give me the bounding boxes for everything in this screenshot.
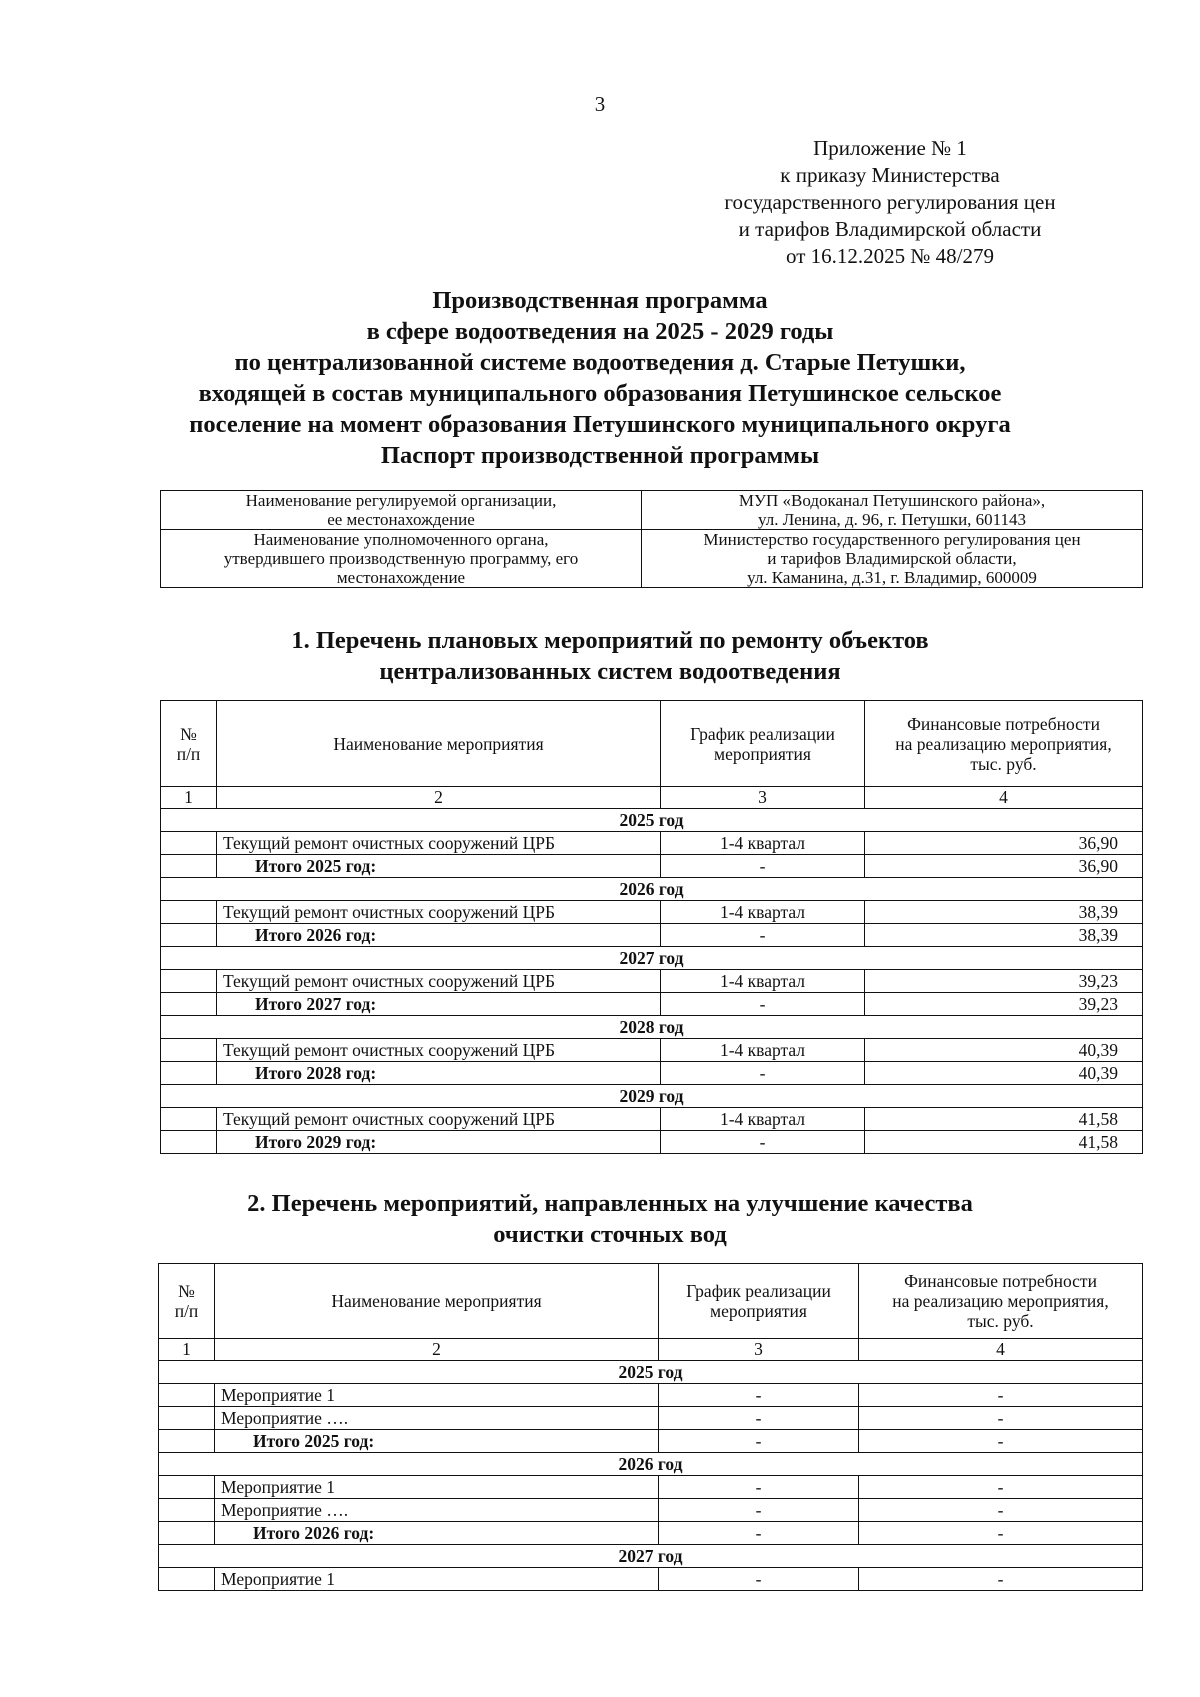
table-cell	[161, 1039, 217, 1062]
appendix-line: к приказу Министерства	[780, 163, 1000, 187]
header-cell	[865, 701, 1143, 787]
year-row	[159, 1361, 1143, 1384]
year-row	[159, 1453, 1143, 1476]
header-line: п/п	[174, 1301, 199, 1321]
section-title-line: 1. Перечень плановых мероприятий по ремонту объектов	[291, 627, 929, 654]
schedule: 1-4 квартал	[661, 832, 865, 855]
column-number: 3	[659, 1339, 859, 1361]
column-number: 3	[661, 787, 865, 809]
cell-line: утвердившего производственную программу, его	[223, 549, 579, 568]
page-number: 3	[594, 92, 606, 116]
cell-line: Министерство государственного регулирования цен	[703, 530, 1081, 549]
amount: 40,39	[865, 1062, 1143, 1085]
year-label: 2025 год	[159, 1361, 1143, 1384]
amount: 36,90	[865, 855, 1143, 878]
total-label: Итого 2028 год:	[217, 1062, 661, 1085]
appendix-line: и тарифов Владимирской области	[738, 217, 1042, 241]
amount: 39,23	[865, 993, 1143, 1016]
amount: -	[859, 1499, 1143, 1522]
header-line: мероприятия	[714, 743, 811, 764]
year-label: 2028 год	[161, 1016, 1143, 1039]
table-cell	[161, 901, 217, 924]
column-number-row	[161, 787, 1143, 809]
title-line: Паспорт производственной программы	[380, 442, 820, 469]
year-label: 2025 год	[161, 809, 1143, 832]
amount: 41,58	[865, 1131, 1143, 1154]
year-row	[159, 1545, 1143, 1568]
cell-line: и тарифов Владимирской области,	[767, 549, 1017, 568]
appendix-header	[690, 135, 1090, 270]
title-line: по централизованной системе водоотведения д. Старые Петушки,	[234, 349, 966, 376]
header-line: п/п	[176, 743, 201, 764]
schedule: -	[661, 993, 865, 1016]
item-name: Текущий ремонт очистных сооружений ЦРБ	[217, 970, 661, 993]
year-label: 2026 год	[159, 1453, 1143, 1476]
header-cell: Наименование мероприятия	[215, 1264, 659, 1339]
title-line: Производственная программа	[432, 287, 768, 314]
table-cell	[159, 1430, 215, 1453]
table-cell	[161, 491, 642, 530]
table-cell	[159, 1499, 215, 1522]
table-cell	[161, 530, 642, 588]
header-cell: Наименование мероприятия	[217, 701, 661, 787]
header-line: тыс. руб.	[967, 1311, 1034, 1331]
schedule: 1-4 квартал	[661, 970, 865, 993]
amount: -	[859, 1384, 1143, 1407]
amount: -	[859, 1522, 1143, 1545]
header-cell	[661, 701, 865, 787]
total-label: Итого 2029 год:	[217, 1131, 661, 1154]
item-name: Текущий ремонт очистных сооружений ЦРБ	[217, 832, 661, 855]
cell-line: Наименование регулируемой организации,	[245, 491, 557, 510]
header-line: Финансовые потребности	[907, 713, 1100, 734]
table-row	[159, 1476, 1143, 1499]
cell-line: ул. Ленина, д. 96, г. Петушки, 601143	[757, 510, 1027, 529]
table-cell	[161, 970, 217, 993]
table-row	[161, 1039, 1143, 1062]
year-label: 2026 год	[161, 878, 1143, 901]
cell-line: Наименование уполномоченного органа,	[253, 530, 549, 549]
year-label: 2027 год	[159, 1545, 1143, 1568]
table-cell	[161, 924, 217, 947]
header-cell	[859, 1264, 1143, 1339]
amount: 38,39	[865, 924, 1143, 947]
quality-improvement-table	[158, 1263, 1143, 1591]
table-cell	[161, 993, 217, 1016]
amount: -	[859, 1407, 1143, 1430]
header-line: мероприятия	[710, 1301, 807, 1321]
schedule: -	[659, 1407, 859, 1430]
header-cell	[161, 701, 217, 787]
year-row	[161, 1016, 1143, 1039]
item-name: Текущий ремонт очистных сооружений ЦРБ	[217, 1039, 661, 1062]
table-cell	[642, 530, 1143, 588]
schedule: -	[661, 1131, 865, 1154]
table-row	[161, 832, 1143, 855]
document-title	[150, 285, 1050, 471]
year-label: 2029 год	[161, 1085, 1143, 1108]
table-cell	[161, 855, 217, 878]
column-number: 1	[159, 1339, 215, 1361]
table-row	[159, 1384, 1143, 1407]
section2-title	[150, 1188, 1070, 1250]
amount: 38,39	[865, 901, 1143, 924]
column-number: 4	[865, 787, 1143, 809]
cell-line: ул. Каманина, д.31, г. Владимир, 600009	[747, 568, 1037, 587]
header-cell	[659, 1264, 859, 1339]
table-header-row	[159, 1264, 1143, 1339]
table-row	[161, 1108, 1143, 1131]
table-row	[161, 491, 1143, 530]
column-number: 2	[217, 787, 661, 809]
title-line: входящей в состав муниципального образования Петушинское сельское	[198, 380, 1002, 407]
item-name: Мероприятие ….	[215, 1499, 659, 1522]
total-row	[161, 993, 1143, 1016]
table-row	[159, 1407, 1143, 1430]
column-number: 1	[161, 787, 217, 809]
table-row	[161, 970, 1143, 993]
amount: -	[859, 1476, 1143, 1499]
header-line: График реализации	[690, 723, 835, 744]
schedule: -	[659, 1499, 859, 1522]
table-cell	[159, 1476, 215, 1499]
amount: -	[859, 1430, 1143, 1453]
schedule: -	[661, 924, 865, 947]
section-title-line: очистки сточных вод	[493, 1221, 727, 1248]
total-label: Итого 2026 год:	[215, 1522, 659, 1545]
total-row	[159, 1522, 1143, 1545]
appendix-line: от 16.12.2025 № 48/279	[785, 244, 995, 268]
header-cell	[159, 1264, 215, 1339]
schedule: -	[661, 855, 865, 878]
amount: 41,58	[865, 1108, 1143, 1131]
header-line: тыс. руб.	[970, 753, 1037, 774]
table-row	[159, 1499, 1143, 1522]
total-row	[159, 1430, 1143, 1453]
total-label: Итого 2025 год:	[217, 855, 661, 878]
column-number: 4	[859, 1339, 1143, 1361]
total-label: Итого 2025 год:	[215, 1430, 659, 1453]
total-label: Итого 2027 год:	[217, 993, 661, 1016]
item-name: Мероприятие 1	[215, 1384, 659, 1407]
schedule: -	[659, 1522, 859, 1545]
header-line: на реализацию мероприятия,	[895, 733, 1112, 754]
year-row	[161, 809, 1143, 832]
table-cell	[159, 1522, 215, 1545]
schedule: -	[661, 1062, 865, 1085]
schedule: 1-4 квартал	[661, 1108, 865, 1131]
table-cell	[161, 1108, 217, 1131]
title-line: поселение на момент образования Петушинского муниципального округа	[189, 411, 1011, 438]
schedule: 1-4 квартал	[661, 901, 865, 924]
cell-line: местонахождение	[336, 568, 466, 587]
schedule: -	[659, 1384, 859, 1407]
passport-table	[160, 490, 1143, 588]
total-label: Итого 2026 год:	[217, 924, 661, 947]
appendix-line: Приложение № 1	[813, 136, 967, 160]
title-line: в сфере водоотведения на 2025 - 2029 годы	[366, 318, 834, 345]
table-cell	[159, 1384, 215, 1407]
item-name: Мероприятие 1	[215, 1568, 659, 1591]
year-row	[161, 947, 1143, 970]
column-number-row	[159, 1339, 1143, 1361]
table-cell	[159, 1407, 215, 1430]
table-cell	[161, 832, 217, 855]
header-line: График реализации	[686, 1281, 831, 1301]
table-row	[159, 1568, 1143, 1591]
item-name: Мероприятие 1	[215, 1476, 659, 1499]
total-row	[161, 924, 1143, 947]
schedule: -	[659, 1568, 859, 1591]
section-title-line: централизованных систем водоотведения	[379, 658, 841, 685]
table-cell	[161, 1062, 217, 1085]
section-title-line: 2. Перечень мероприятий, направленных на улучшение качества	[247, 1190, 973, 1217]
header-line: Финансовые потребности	[904, 1271, 1097, 1291]
amount: 39,23	[865, 970, 1143, 993]
total-row	[161, 1062, 1143, 1085]
table-cell	[161, 1131, 217, 1154]
schedule: 1-4 квартал	[661, 1039, 865, 1062]
schedule: -	[659, 1476, 859, 1499]
header-line: на реализацию мероприятия,	[892, 1291, 1109, 1311]
header-line: №	[180, 723, 197, 744]
total-row	[161, 1131, 1143, 1154]
schedule: -	[659, 1430, 859, 1453]
item-name: Текущий ремонт очистных сооружений ЦРБ	[217, 901, 661, 924]
table-row	[161, 530, 1143, 588]
item-name: Мероприятие ….	[215, 1407, 659, 1430]
table-cell	[159, 1568, 215, 1591]
amount: 36,90	[865, 832, 1143, 855]
year-row	[161, 1085, 1143, 1108]
cell-line: ее местонахождение	[327, 510, 475, 529]
table-cell	[642, 491, 1143, 530]
total-row	[161, 855, 1143, 878]
table-header-row	[161, 701, 1143, 787]
section1-title	[150, 625, 1070, 687]
year-row	[161, 878, 1143, 901]
year-label: 2027 год	[161, 947, 1143, 970]
column-number: 2	[215, 1339, 659, 1361]
header-line: №	[178, 1281, 195, 1301]
amount: -	[859, 1568, 1143, 1591]
item-name: Текущий ремонт очистных сооружений ЦРБ	[217, 1108, 661, 1131]
appendix-line: государственного регулирования цен	[724, 190, 1056, 214]
cell-line: МУП «Водоканал Петушинского района»,	[738, 491, 1046, 510]
amount: 40,39	[865, 1039, 1143, 1062]
repair-plan-table	[160, 700, 1143, 1154]
table-row	[161, 901, 1143, 924]
